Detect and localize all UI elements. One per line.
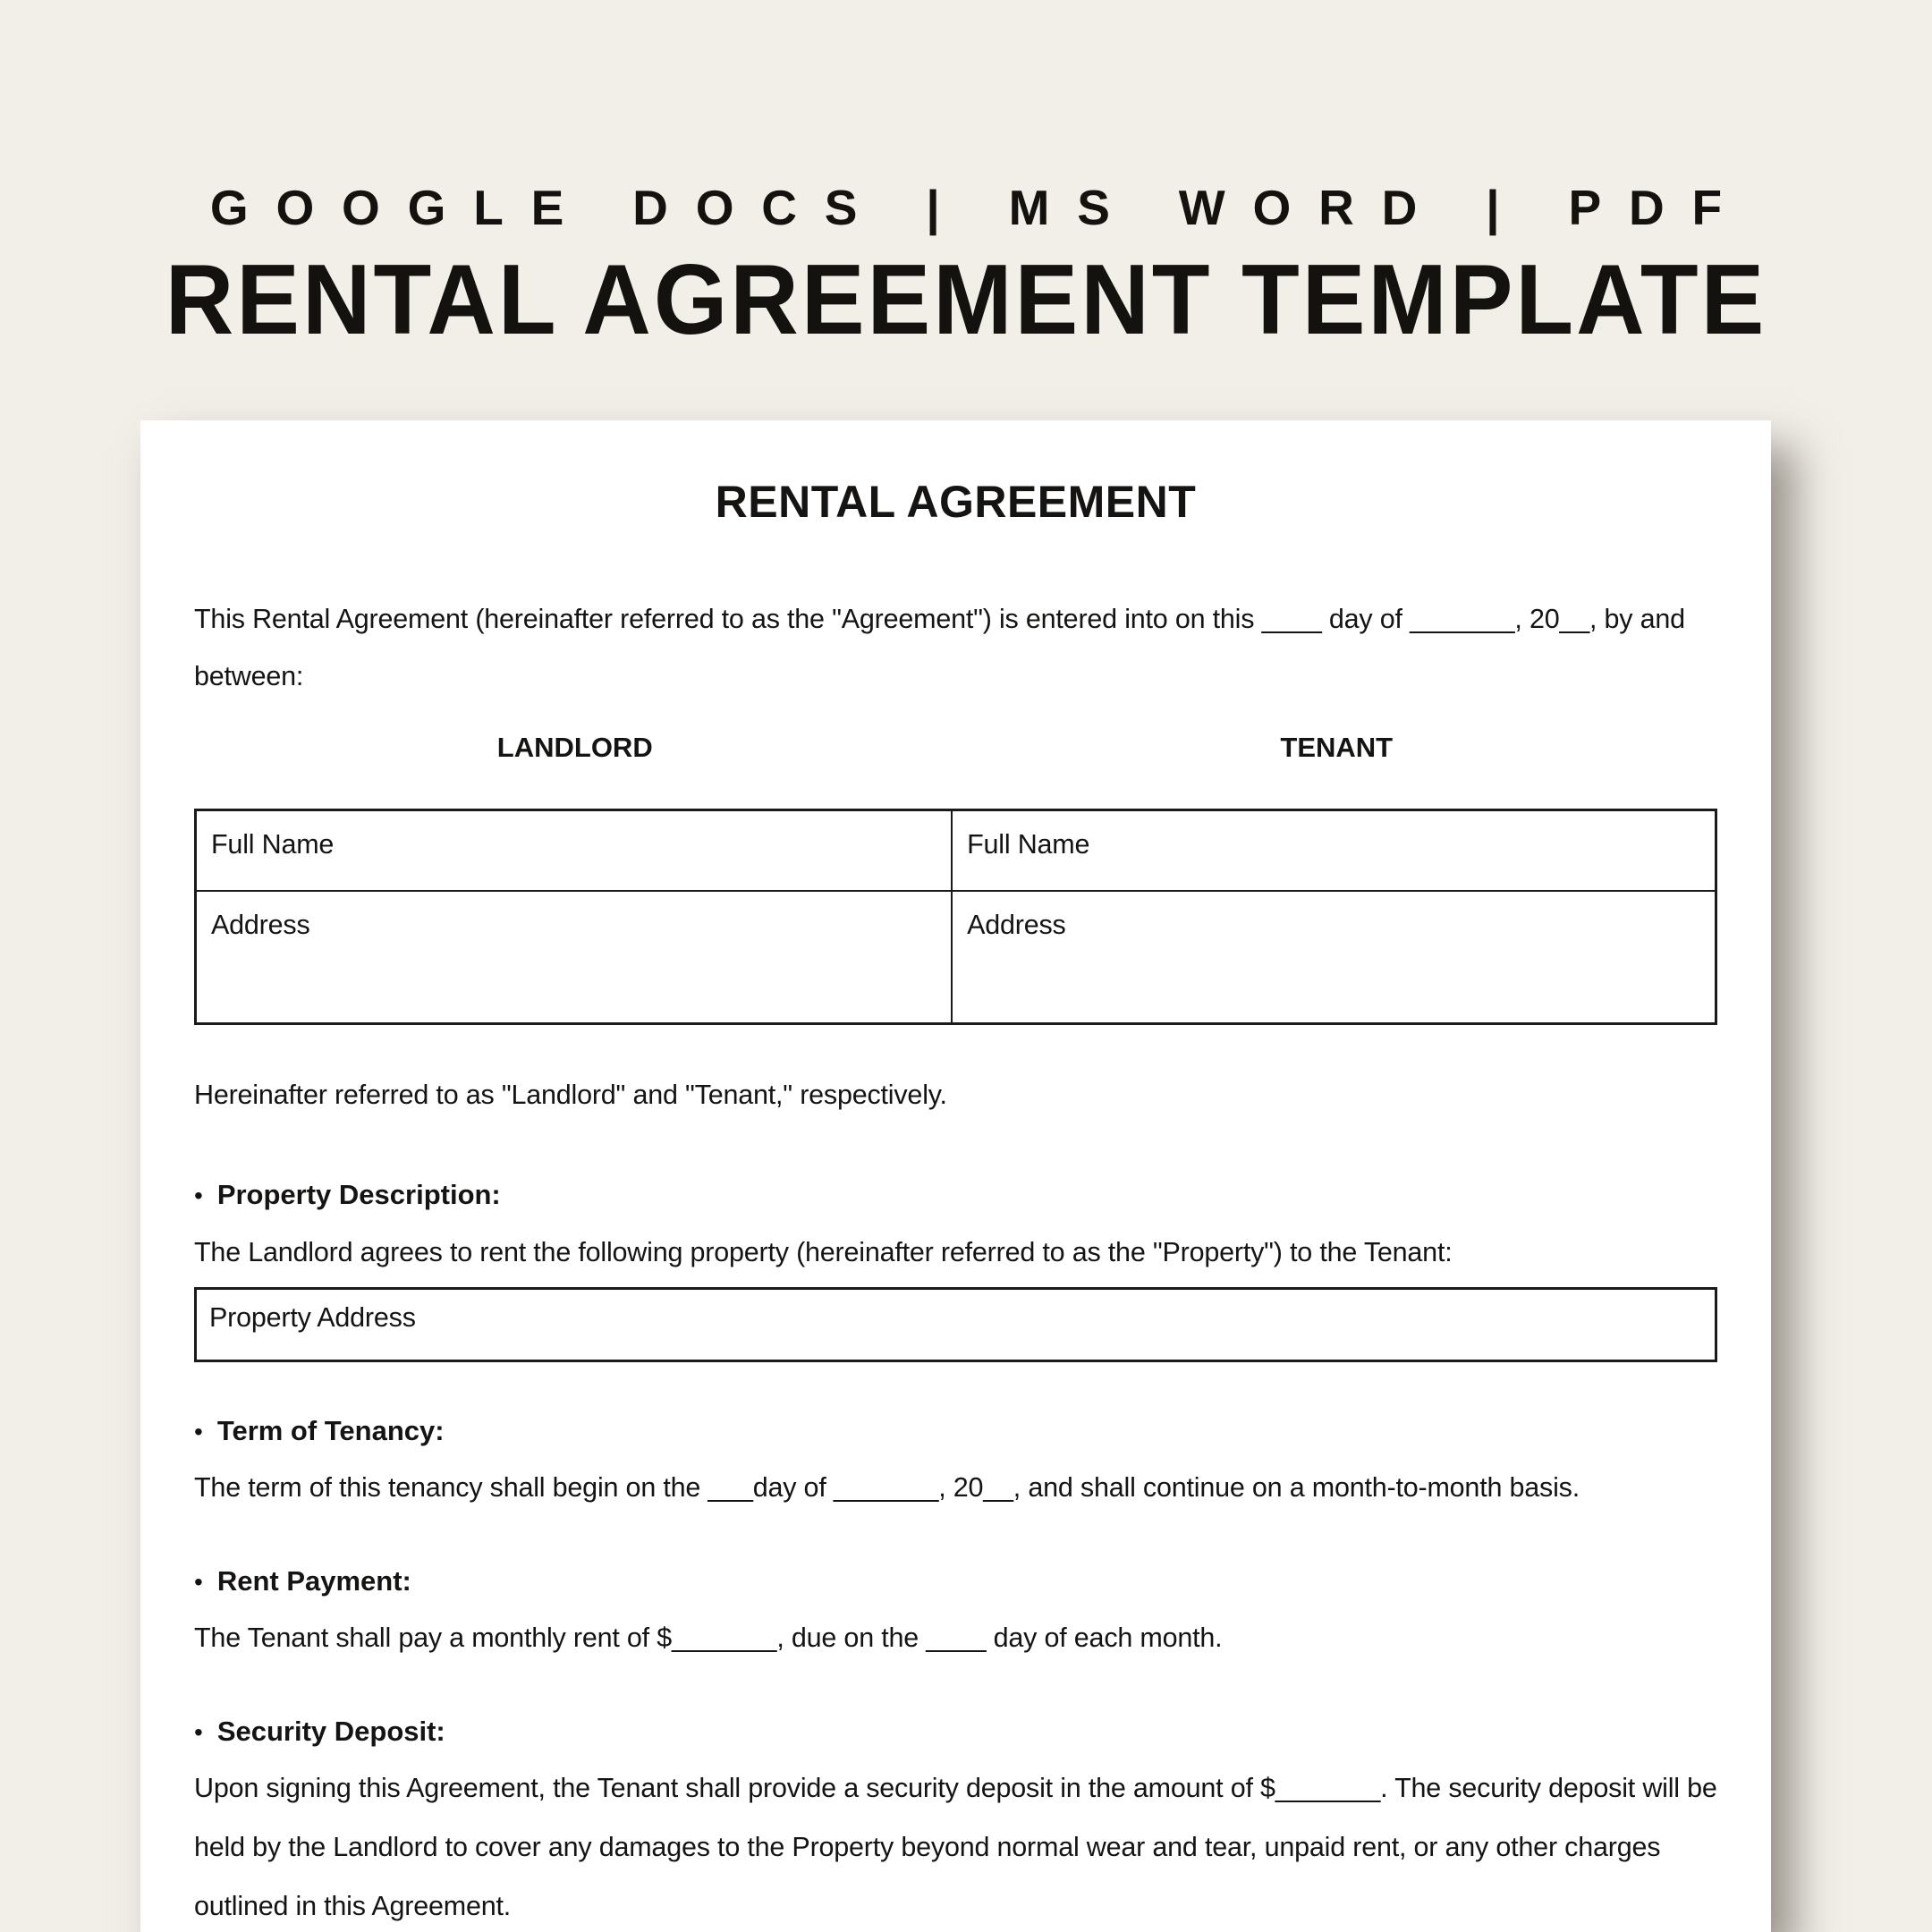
- tenant-address-cell: Address: [967, 910, 1066, 940]
- section-heading-label: Property Description:: [216, 1179, 501, 1210]
- tenant-column-header: TENANT: [1280, 732, 1394, 763]
- cover-subtitle: GOOGLE DOCS | MS WORD | PDF: [209, 180, 1750, 235]
- term-of-tenancy-body: The term of this tenancy shall begin on the ___day of _______, 20__, and shall continue on a month-to-month basis.: [194, 1472, 1580, 1503]
- landlord-full-name-cell: Full Name: [197, 811, 953, 892]
- hereinafter-paragraph: Hereinafter referred to as "Landlord" and "Tenant," respectively.: [194, 1080, 947, 1110]
- section-heading-label: Rent Payment:: [216, 1565, 411, 1597]
- property-description-body: The Landlord agrees to rent the following property (hereinafter referred to as the "Property") to the Tenant:: [194, 1237, 1453, 1267]
- tenant-full-name-cell: Full Name: [953, 811, 1715, 892]
- bullet-icon: •: [194, 1568, 203, 1596]
- section-heading-label: Term of Tenancy:: [216, 1415, 445, 1446]
- property-address-box: Property Address: [194, 1287, 1717, 1362]
- landlord-column-header: LANDLORD: [496, 732, 653, 763]
- section-heading-rent-payment: [194, 1563, 1717, 1600]
- section-heading-term-of-tenancy: [194, 1413, 1717, 1450]
- section-heading-property-description: [194, 1177, 1717, 1214]
- parties-table: [194, 809, 1717, 1025]
- document-page: [140, 420, 1771, 1932]
- document-title: RENTAL AGREEMENT: [715, 477, 1197, 527]
- bullet-icon: •: [194, 1182, 203, 1209]
- party-headers: [194, 730, 1717, 766]
- landlord-address-cell: Address: [197, 892, 953, 1022]
- security-deposit-body: Upon signing this Agreement, the Tenant shall provide a security deposit in the amount of $_______. The security deposit will be held by the Landlord to cover any damages to the Property beyond normal wear and tear, unpaid rent, or any other charges outlined in this Agreement.: [194, 1773, 1717, 1921]
- bullet-icon: •: [194, 1418, 203, 1445]
- section-heading-security-deposit: [194, 1714, 1717, 1750]
- rent-payment-body: The Tenant shall pay a monthly rent of $_______, due on the ____ day of each month.: [194, 1623, 1223, 1653]
- section-heading-label: Security Deposit:: [216, 1716, 445, 1747]
- bullet-icon: •: [194, 1718, 203, 1746]
- cover-title: RENTAL AGREEMENT TEMPLATE: [165, 244, 1767, 355]
- intro-paragraph: This Rental Agreement (hereinafter referred to as the "Agreement") is entered into on this ____ day of _______, 20__, by and between:: [194, 604, 1685, 691]
